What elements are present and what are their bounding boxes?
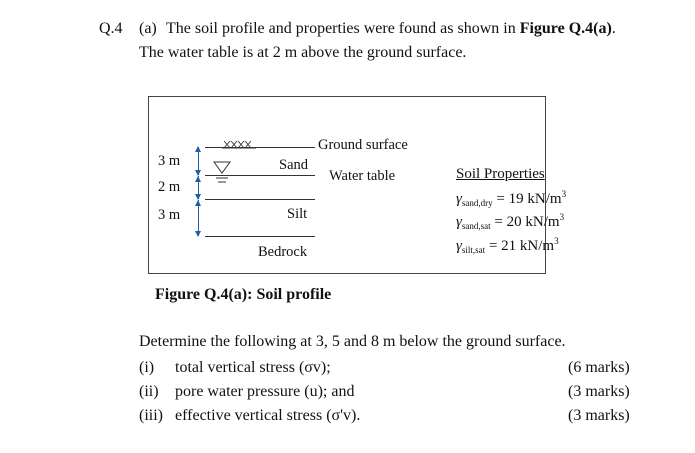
question-line-1-suffix: . [611, 20, 616, 37]
property-value: = 19 kN/m [492, 191, 562, 207]
dim-label-top: 3 m [158, 153, 181, 169]
figure-reference: Figure Q.4(a) [519, 20, 612, 37]
dim-label-middle: 2 m [158, 179, 181, 195]
sand-label: Sand [279, 157, 308, 173]
question-line-1-text: The soil profile and properties were found as shown in [166, 20, 516, 37]
arrow-up-icon [195, 146, 201, 152]
gamma-symbol: γ [456, 191, 462, 207]
water-table-label: Water table [329, 168, 396, 184]
property-subscript: sand,sat [461, 221, 491, 231]
bedrock-line [205, 236, 315, 237]
task-item-num: (iii) [139, 407, 163, 424]
figure-caption: Figure Q.4(a): Soil profile [155, 286, 332, 303]
silt-label: Silt [287, 206, 308, 222]
task-item-marks: (3 marks) [568, 407, 630, 424]
ground-surface-line [205, 175, 315, 176]
bedrock-label: Bedrock [258, 244, 308, 260]
gamma-symbol: γ [456, 238, 462, 254]
property-superscript: 3 [561, 189, 567, 199]
task-intro: Determine the following at 3, 5 and 8 m below the ground surface. [139, 333, 566, 350]
property-subscript: silt,sat [461, 245, 486, 255]
task-item-marks: (6 marks) [568, 359, 630, 376]
arrow-up-icon [195, 200, 201, 206]
property-sand-sat [456, 212, 564, 231]
task-item-num: (ii) [139, 383, 159, 400]
question-line-1 [166, 20, 616, 38]
water-level-line [205, 147, 315, 148]
question-number: Q.4 [99, 20, 123, 37]
arrow-down-icon [195, 231, 201, 237]
property-silt-sat [456, 236, 559, 255]
property-value: = 20 kN/m [490, 214, 560, 230]
ground-hatch-icon [220, 138, 260, 158]
property-sand-dry [456, 189, 566, 208]
task-item-text: pore water pressure (u); and [175, 383, 355, 400]
question-part: (a) [139, 20, 157, 37]
property-superscript: 3 [559, 212, 565, 222]
property-subscript: sand,dry [461, 198, 493, 208]
sand-silt-boundary [205, 199, 315, 200]
task-item-marks: (3 marks) [568, 383, 630, 400]
question-line-2: The water table is at 2 m above the ground surface. [139, 44, 467, 61]
ground-surface-label: Ground surface [318, 137, 408, 153]
property-value: = 21 kN/m [485, 238, 555, 254]
property-superscript: 3 [554, 236, 559, 246]
task-item-num: (i) [139, 359, 155, 376]
task-item-text: total vertical stress (σv); [175, 359, 331, 376]
gamma-symbol: γ [456, 214, 462, 230]
dim-label-bottom: 3 m [158, 207, 181, 223]
task-item-text: effective vertical stress (σ'v). [175, 407, 361, 424]
soil-properties-heading: Soil Properties [456, 166, 545, 182]
arrow-up-icon [195, 176, 201, 182]
